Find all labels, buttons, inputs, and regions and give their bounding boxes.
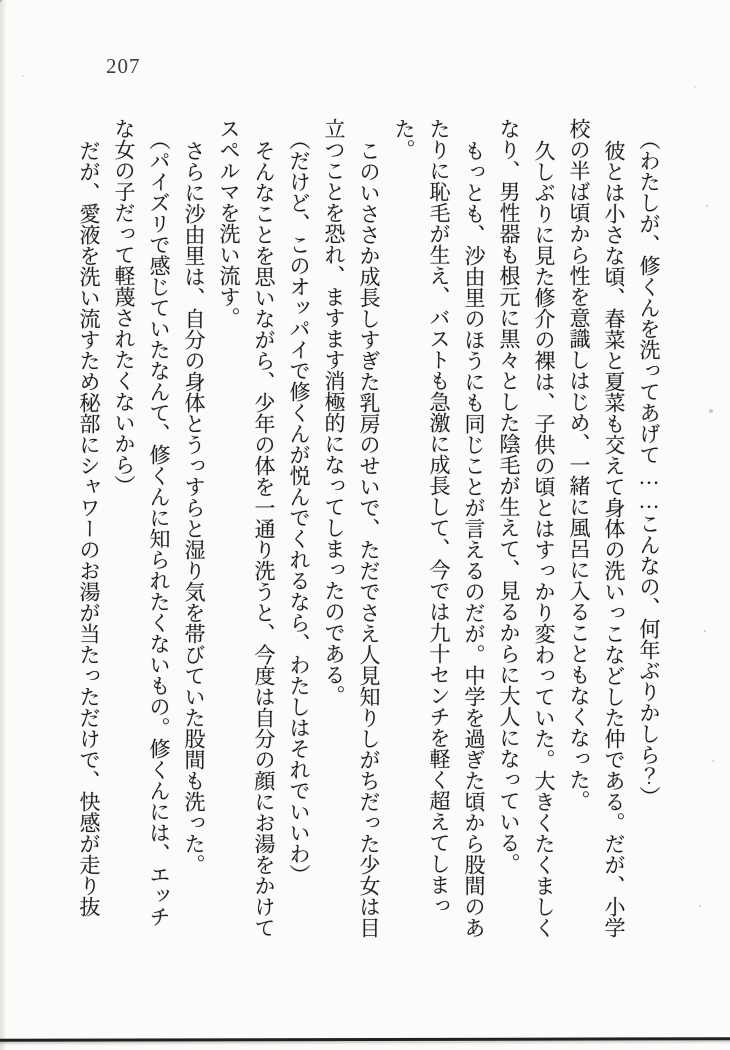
scan-dust [0, 0, 2, 2]
paragraph-6: （だけど、このオッパイで修くんが悦んでくれるなら、わたしはそれでいいわ） [287, 129, 311, 885]
page-number: 207 [106, 54, 141, 78]
page-text-block [66, 118, 666, 944]
paragraph-7: そんなことを思いながら、少年の体を一通り洗うと、今度は自分の顔にお湯をかけてスペルマを洗い流す。 [217, 118, 276, 938]
paragraph-1: （わたしが、修くんを洗ってあげて……こんなの、何年ぶりかしら？） [637, 129, 661, 807]
paragraph-5: このいささか成長しすぎた乳房のせいで、ただでさえ人見知りしがちだった少女は目立つことを恐れ、ますます消極的になってしまったのである。 [322, 118, 381, 938]
paragraph-8: さらに沙由里は、自分の身体とうっすらと湿り気を帯びていた股間も洗った。 [182, 140, 206, 875]
paragraph-9: （パイズリで感じていたなんて、修くんに知られたくないもの。修くんには、エッチな女の子だって軽蔑されたくないから） [112, 118, 171, 927]
page-left-edge [0, 0, 7, 1050]
page-bottom-edge [0, 1037, 730, 1042]
paragraph-4: もっとも、沙由里のほうにも同じことが言えるのだが。中学を過ぎた頃から股間のあたりに恥毛が生え、バストも急激に成長して、今では九十センチを軽く超えてしまった。 [392, 118, 486, 938]
paragraph-2: 彼とは小さな頃、春菜と夏菜も交えて身体の洗いっこなどした仲である。だが、小学校の半ば頃から性を意識しはじめ、一緒に風呂に入ることもなくなった。 [567, 118, 626, 938]
paragraph-3: 久しぶりに見た修介の裸は、子供の頃とはすっかり変わっていた。大きくたくましくなり、男性器も根元に黒々とした陰毛が生えて、見るからに大人になっている。 [497, 118, 556, 938]
paragraph-10: だが、愛液を洗い流すため秘部にシャワーのお湯が当たっただけで、快感が走り抜 [77, 140, 101, 917]
